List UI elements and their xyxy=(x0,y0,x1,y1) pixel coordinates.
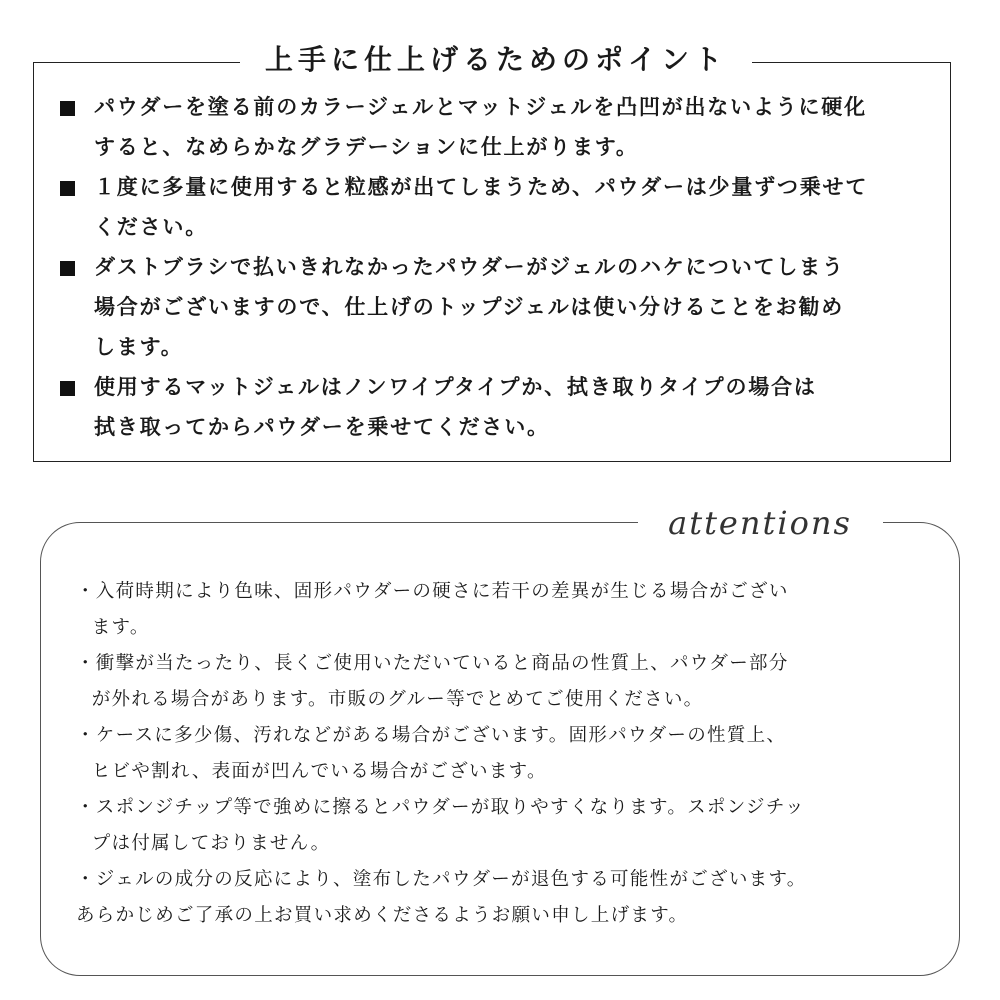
attention-line: ・ジェルの成分の反応により、塗布したパウダーが退色する可能性がございます。 xyxy=(76,869,807,890)
attention-line: ・ケースに多少傷、汚れなどがある場合がございます。固形パウダーの性質上、 xyxy=(76,725,787,746)
attention-item xyxy=(76,862,936,898)
attention-item xyxy=(76,574,936,646)
attentions-heading xyxy=(638,500,883,546)
attention-line: が外れる場合があります。市販のグルー等でとめてご使用ください。 xyxy=(91,689,704,710)
tip-line: 拭き取ってからパウダーを乗せてください。 xyxy=(94,415,550,439)
tip-line: ください。 xyxy=(94,215,208,239)
attention-line: ます。 xyxy=(91,617,150,638)
attention-item xyxy=(76,718,936,790)
tip-item xyxy=(58,167,948,247)
tip-item xyxy=(58,247,948,367)
square-bullet-icon xyxy=(60,101,75,116)
attention-line: ・スポンジチップ等で強めに擦るとパウダーが取りやすくなります。スポンジチッ xyxy=(76,797,805,818)
attentions-heading-text: attentions xyxy=(668,504,852,542)
tip-line: ダストブラシで払いきれなかったパウダーがジェルのハケについてしまう xyxy=(94,255,845,279)
attention-line: ヒビや割れ、表面が凹んでいる場合がございます。 xyxy=(91,761,547,782)
tip-line: 使用するマットジェルはノンワイプタイプか、拭き取りタイプの場合は xyxy=(94,375,817,399)
tips-title: 上手に仕上げるためのポイント xyxy=(240,38,752,82)
tip-item xyxy=(58,87,948,167)
tips-list xyxy=(58,87,948,447)
square-bullet-icon xyxy=(60,181,75,196)
attention-line: ・衝撃が当たったり、長くご使用いただいていると商品の性質上、パウダー部分 xyxy=(76,653,789,674)
attention-item xyxy=(76,790,936,862)
tip-line: すると、なめらかなグラデーションに仕上がります。 xyxy=(94,135,639,159)
tip-item xyxy=(58,367,948,447)
attentions-list xyxy=(76,574,936,898)
square-bullet-icon xyxy=(60,261,75,276)
tip-line: 場合がございますので、仕上げのトップジェルは使い分けることをお勧め xyxy=(94,295,845,319)
attention-line: プは付属しておりません。 xyxy=(91,833,331,854)
attention-item xyxy=(76,646,936,718)
square-bullet-icon xyxy=(60,381,75,396)
tip-line: １度に多量に使用すると粒感が出てしまうため、パウダーは少量ずつ乗せて xyxy=(94,175,869,199)
tip-line: します。 xyxy=(94,335,184,359)
attentions-script-title xyxy=(638,500,883,546)
attention-line: ・入荷時期により色味、固形パウダーの硬さに若干の差異が生じる場合がござい xyxy=(76,581,789,602)
tip-line: パウダーを塗る前のカラージェルとマットジェルを凸凹が出ないように硬化 xyxy=(94,95,867,119)
attentions-closing: あらかじめご了承の上お買い求めくださるようお願い申し上げます。 xyxy=(76,905,689,926)
